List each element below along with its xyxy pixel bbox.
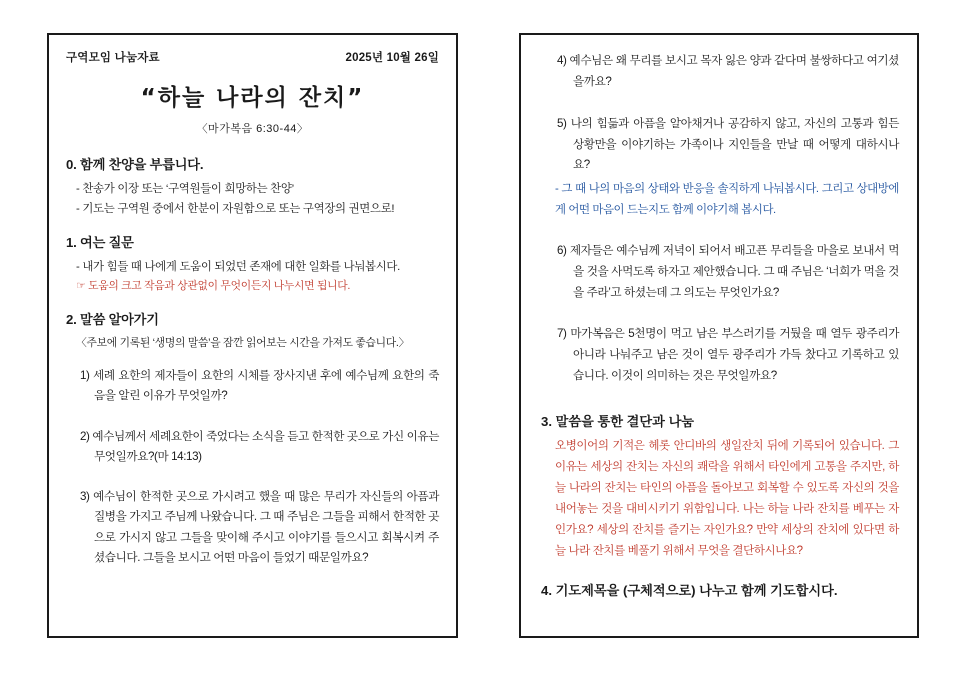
question-6: 6) 제자들은 예수님께 저녁이 되어서 배고픈 무리들을 마을로 보내서 먹을 것을 사먹도록 하자고 제안했습니다. 그 때 주님은 ‘너희가 먹을 것을 주라’고 하셨는데 그 의도는 무엇인가요? (557, 243, 899, 299)
section-1-note: ☞ 도움의 크고 작음과 상관없이 무엇이든지 나누시면 됩니다. (76, 280, 351, 293)
section-2 (66, 309, 439, 569)
document-title: “하늘 나라의 잔치” (140, 85, 365, 111)
section-2-question-1: 1) 세례 요한의 제자들이 요한의 시체를 장사지낸 후에 예수님께 요한의 죽음을 알린 이유가 무엇일까? (80, 368, 439, 403)
question-5-block (541, 114, 899, 220)
section-1-heading: 1. 여는 질문 (66, 234, 134, 250)
question-5: 5) 나의 힘듦과 아픔을 알아채거나 공감하지 않고, 자신의 고통과 힘든 상황만을 이야기하는 가족이나 지인들을 만날 때 어떻게 대하시나요? (557, 116, 899, 172)
document-page-right (519, 33, 919, 638)
section-1-line-1: - 내가 힘들 때 나에게 도움이 되었던 존재에 대한 일화를 나눠봅시다. (76, 260, 400, 273)
section-2-note: 〈주보에 기록된 ‘생명의 말씀’을 잠깐 읽어보는 시간을 가져도 좋습니다.〉 (76, 336, 410, 349)
section-2-question-2: 2) 예수님께서 세례요한이 죽었다는 소식을 듣고 한적한 곳으로 가신 이유는 무엇일까요?(마 14:13) (80, 429, 439, 463)
section-0 (66, 154, 439, 219)
section-0-line-2: - 기도는 구역원 중에서 한분이 자원함으로 또는 구역장의 권면으로! (76, 203, 395, 216)
section-0-heading: 0. 함께 찬양을 부릅니다. (66, 157, 204, 172)
section-2-question-3: 3) 예수님이 한적한 곳으로 가시려고 했을 때 많은 무리가 자신들의 아픔과 질병을 가지고 주님께 나왔습니다. 그 때 주님은 그들을 피해서 한적한 곳으로 가시지 않고 그들을 맞이해 주시고 이야기를 들으시고 회복시켜 주셨습니다. 그들을 보시고 어떤 마음이 들었기 때문일까요? (80, 490, 439, 564)
question-4: 4) 예수님은 왜 무리를 보시고 목자 잃은 양과 같다며 불쌍하다고 여기셨을까요? (557, 54, 899, 88)
section-0-line-1: - 찬송가 이장 또는 ‘구역원들이 희망하는 찬양’ (76, 183, 294, 195)
section-4-heading: 4. 기도제목을 (구체적으로) 나누고 함께 기도합시다. (541, 582, 838, 598)
section-3 (541, 411, 899, 562)
section-1 (66, 232, 439, 296)
document-page-left (47, 33, 458, 638)
section-3-paragraph: 오병이어의 기적은 헤롯 안디바의 생일잔치 뒤에 기록되어 있습니다. 그 이유는 세상의 잔치는 자신의 쾌락을 위해서 타인에게 고통을 주지만, 하늘 나라의 잔치는 타인의 아픔을 돌아보고 회복할 수 있도록 자신의 것을 내어놓는 것을 대비시키기 위함입니다. 나는 하늘 나라 잔치를 베푸는 자인가요? 세상의 잔치를 즐기는 자인가요? 만약 세상의 잔치에 있다면 하늘 나라 잔치를 베풀기 위해서 무엇을 결단하시나요? (555, 440, 899, 557)
header-date: 2025년 10월 26일 (345, 52, 439, 64)
header-title: 구역모임 나눔자료 (66, 52, 160, 64)
question-7: 7) 마가복음은 5천명이 먹고 남은 부스러기를 거뒀을 때 열두 광주리가 아니라 나눠주고 남은 것이 열두 광주리가 가득 찼다고 기록하고 있습니다. 이것이 의미하는 것은 무엇일까요? (557, 327, 899, 383)
section-3-heading: 3. 말씀을 통한 결단과 나눔 (541, 414, 695, 430)
page-header (66, 49, 439, 65)
question-5-subnote: - 그 때 나의 마음의 상태와 반응을 솔직하게 나눠봅시다. 그리고 상대방에게 어떤 마음이 드는지도 함께 이야기해 봅시다. (555, 183, 899, 216)
document-scripture-reference: 〈마가복음 6:30-44〉 (196, 123, 309, 135)
section-2-heading: 2. 말씀 알아가기 (66, 311, 159, 327)
